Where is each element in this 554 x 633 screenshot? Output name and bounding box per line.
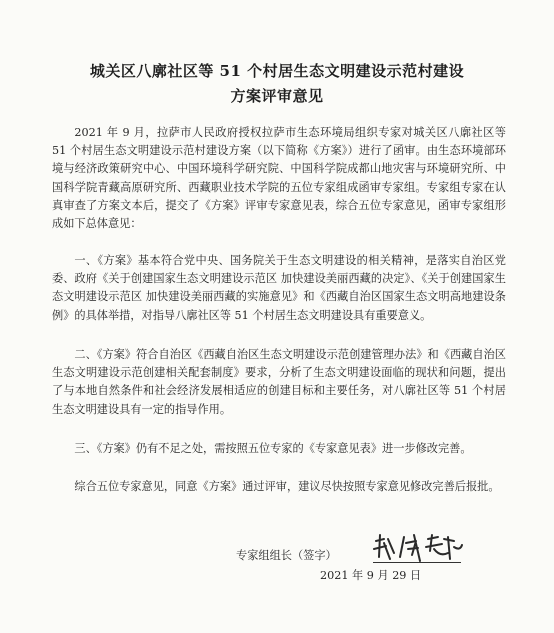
document-date: 2021 年 9 月 29 日 bbox=[320, 569, 422, 582]
conclusion-paragraph: 综合五位专家意见，同意《方案》通过评审，建议尽快按照专家意见修改完善后报批。 bbox=[74, 480, 500, 493]
opinion-point-3: 三、《方案》仍有不足之处，需按照五位专家的《专家意见表》进一步修改完善。 bbox=[74, 442, 472, 455]
document-title-line-1: 城关区八廓社区等 51 个村居生态文明建设示范村建设 bbox=[89, 62, 465, 80]
signature-underline bbox=[373, 562, 461, 563]
opinion-point-2: 二、《方案》符合自治区《西藏自治区生态文明建设示范创建管理办法》和《西藏自治区生态文明建设示范创建相关配套制度》要求，分析了生态文明建设面临的现状和问题，提出了与本地自然条件和社会经济发展相适应的创建目标和主要任务，对八廓社区等 51 个村居生态文明建设具有一定的指导作用。 bbox=[52, 348, 506, 416]
signer-label: 专家组组长（签字） bbox=[236, 549, 337, 562]
opinion-point-1: 一、《方案》基本符合党中央、国务院关于生态文明建设的相关精神，是落实自治区党委、政府《关于创建国家生态文明建设示范区 加快建设美丽西藏的决定》、《关于创建国家生态文明建设示范区 加快建设美丽西藏的实施意见》和《西藏自治区国家生态文明高地建设条例》的具体举措，对指导八廓社区等 51 个村居生态文明建设具有重要意义。 bbox=[52, 254, 506, 322]
handwritten-signature bbox=[370, 531, 466, 569]
intro-paragraph: 2021 年 9 月，拉萨市人民政府授权拉萨市生态环境局组织专家对城关区八廓社区等 51 个村居生态文明建设示范村建设方案（以下简称《方案》）进行了函审。由生态环境部环境与经济政策研究中心、中国环境科学研究院、中国科学院成都山地灾害与环境研究所、中国科学院青藏高原研究所、西藏职业技术学院的五位专家组成函审专家组。专家组专家在认真审查了方案文本后，提交了《方案》评审专家意见表，综合五位专家意见，函审专家组形成如下总体意见： bbox=[52, 126, 506, 231]
document-title-line-2: 方案评审意见 bbox=[230, 87, 324, 105]
